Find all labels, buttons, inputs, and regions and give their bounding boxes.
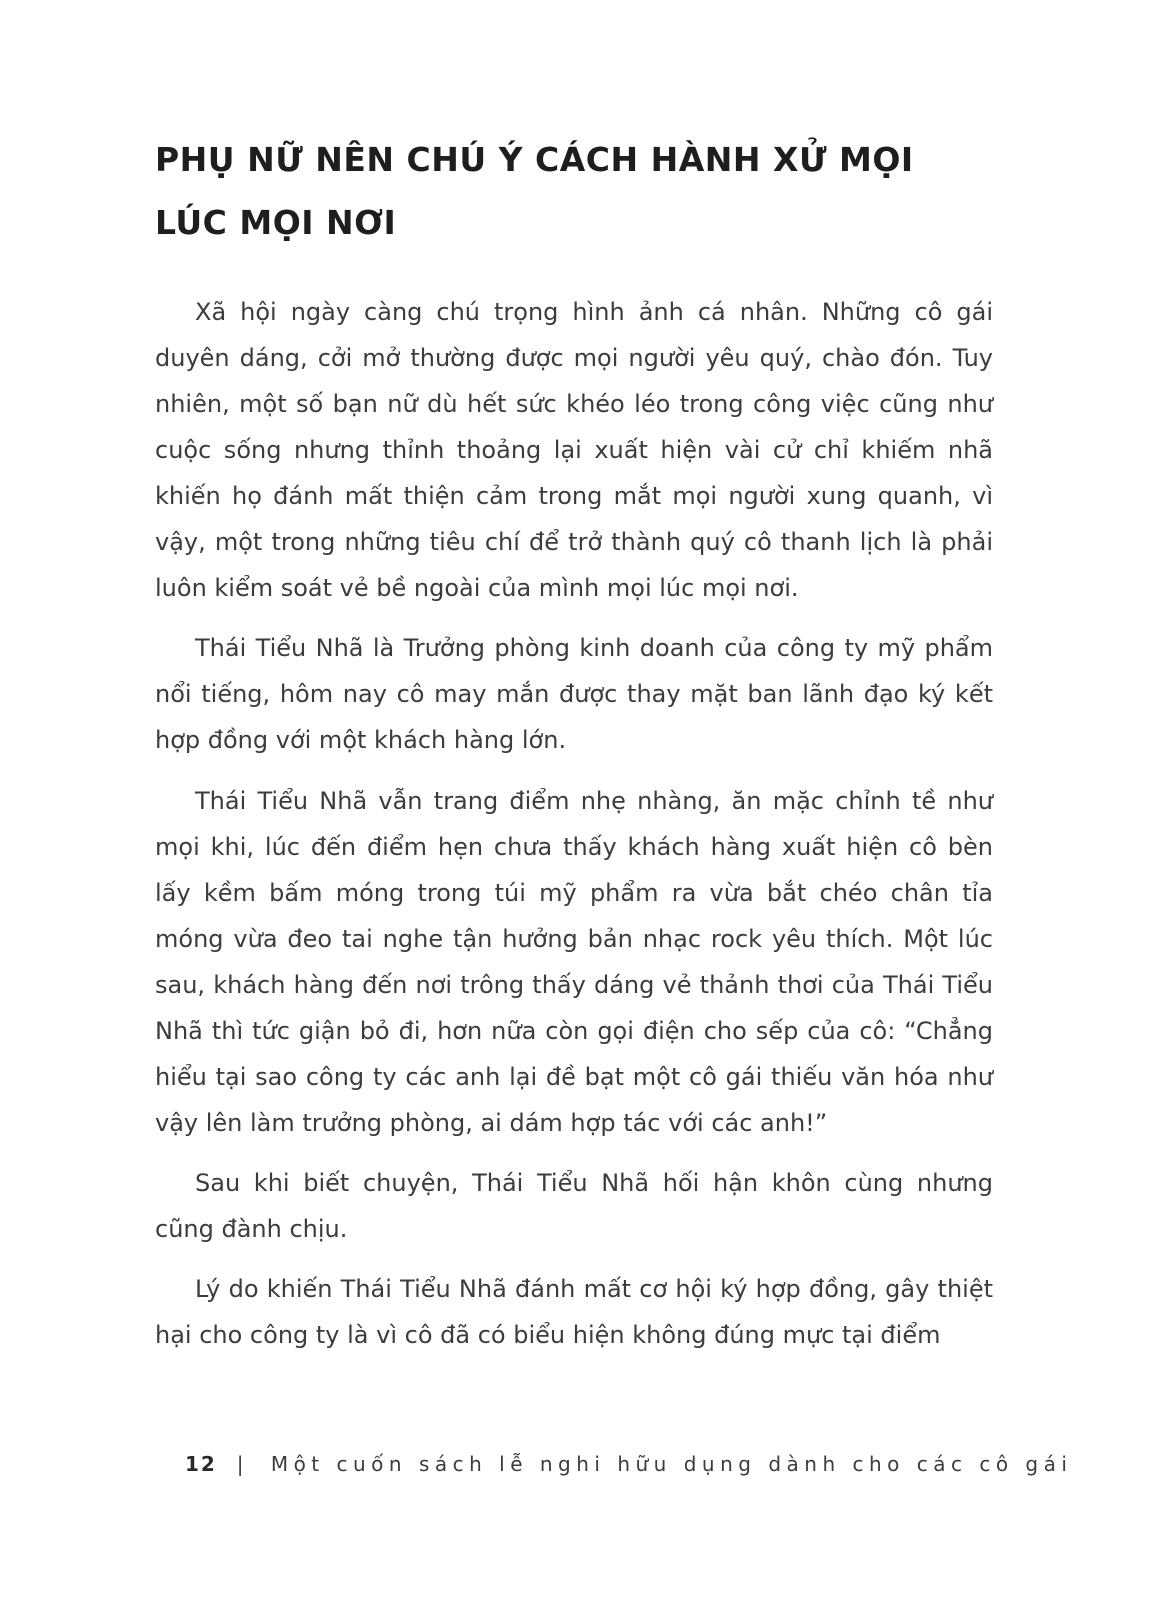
paragraph: Sau khi biết chuyện, Thái Tiểu Nhã hối hận khôn cùng nhưng cũng đành chịu. bbox=[155, 1169, 993, 1244]
body-text bbox=[155, 289, 993, 1359]
page-footer bbox=[185, 1452, 1073, 1476]
page-content bbox=[155, 128, 993, 1372]
footer-separator: | bbox=[236, 1452, 249, 1476]
paragraph: Xã hội ngày càng chú trọng hình ảnh cá nhân. Những cô gái duyên dáng, cởi mở thường được mọi người yêu quý, chào đón. Tuy nhiên, một số bạn nữ dù hết sức khéo léo trong công việc cũng như cuộc sống nhưng thỉnh thoảng lại xuất hiện vài cử chỉ khiếm nhã khiến họ đánh mất thiện cảm trong mắt mọi người xung quanh, vì vậy, một trong những tiêu chí để trở thành quý cô thanh lịch là phải luôn kiểm soát vẻ bề ngoài của mình mọi lúc mọi nơi. bbox=[155, 297, 993, 603]
page-number: 12 bbox=[185, 1452, 217, 1476]
paragraph: Thái Tiểu Nhã là Trưởng phòng kinh doanh của công ty mỹ phẩm nổi tiếng, hôm nay cô may mắn được thay mặt ban lãnh đạo ký kết hợp đồng với một khách hàng lớn. bbox=[155, 634, 993, 755]
chapter-title: PHỤ NỮ NÊN CHÚ Ý CÁCH HÀNH XỬ MỌI LÚC MỌI NƠI bbox=[155, 140, 914, 243]
paragraph: Lý do khiến Thái Tiểu Nhã đánh mất cơ hội ký hợp đồng, gây thiệt hại cho công ty là vì cô đã có biểu hiện không đúng mực tại điểm bbox=[155, 1275, 993, 1350]
paragraph: Thái Tiểu Nhã vẫn trang điểm nhẹ nhàng, ăn mặc chỉnh tề như mọi khi, lúc đến điểm hẹn chưa thấy khách hàng xuất hiện cô bèn lấy kềm bấm móng trong túi mỹ phẩm ra vừa bắt chéo chân tỉa móng vừa đeo tai nghe tận hưởng bản nhạc rock yêu thích. Một lúc sau, khách hàng đến nơi trông thấy dáng vẻ thảnh thơi của Thái Tiểu Nhã thì tức giận bỏ đi, hơn nữa còn gọi điện cho sếp của cô: “Chẳng hiểu tại sao công ty các anh lại đề bạt một cô gái thiếu văn hóa như vậy lên làm trưởng phòng, ai dám hợp tác với các anh!” bbox=[155, 786, 993, 1138]
footer-book-title: Một cuốn sách lễ nghi hữu dụng dành cho các cô gái bbox=[270, 1452, 1073, 1476]
